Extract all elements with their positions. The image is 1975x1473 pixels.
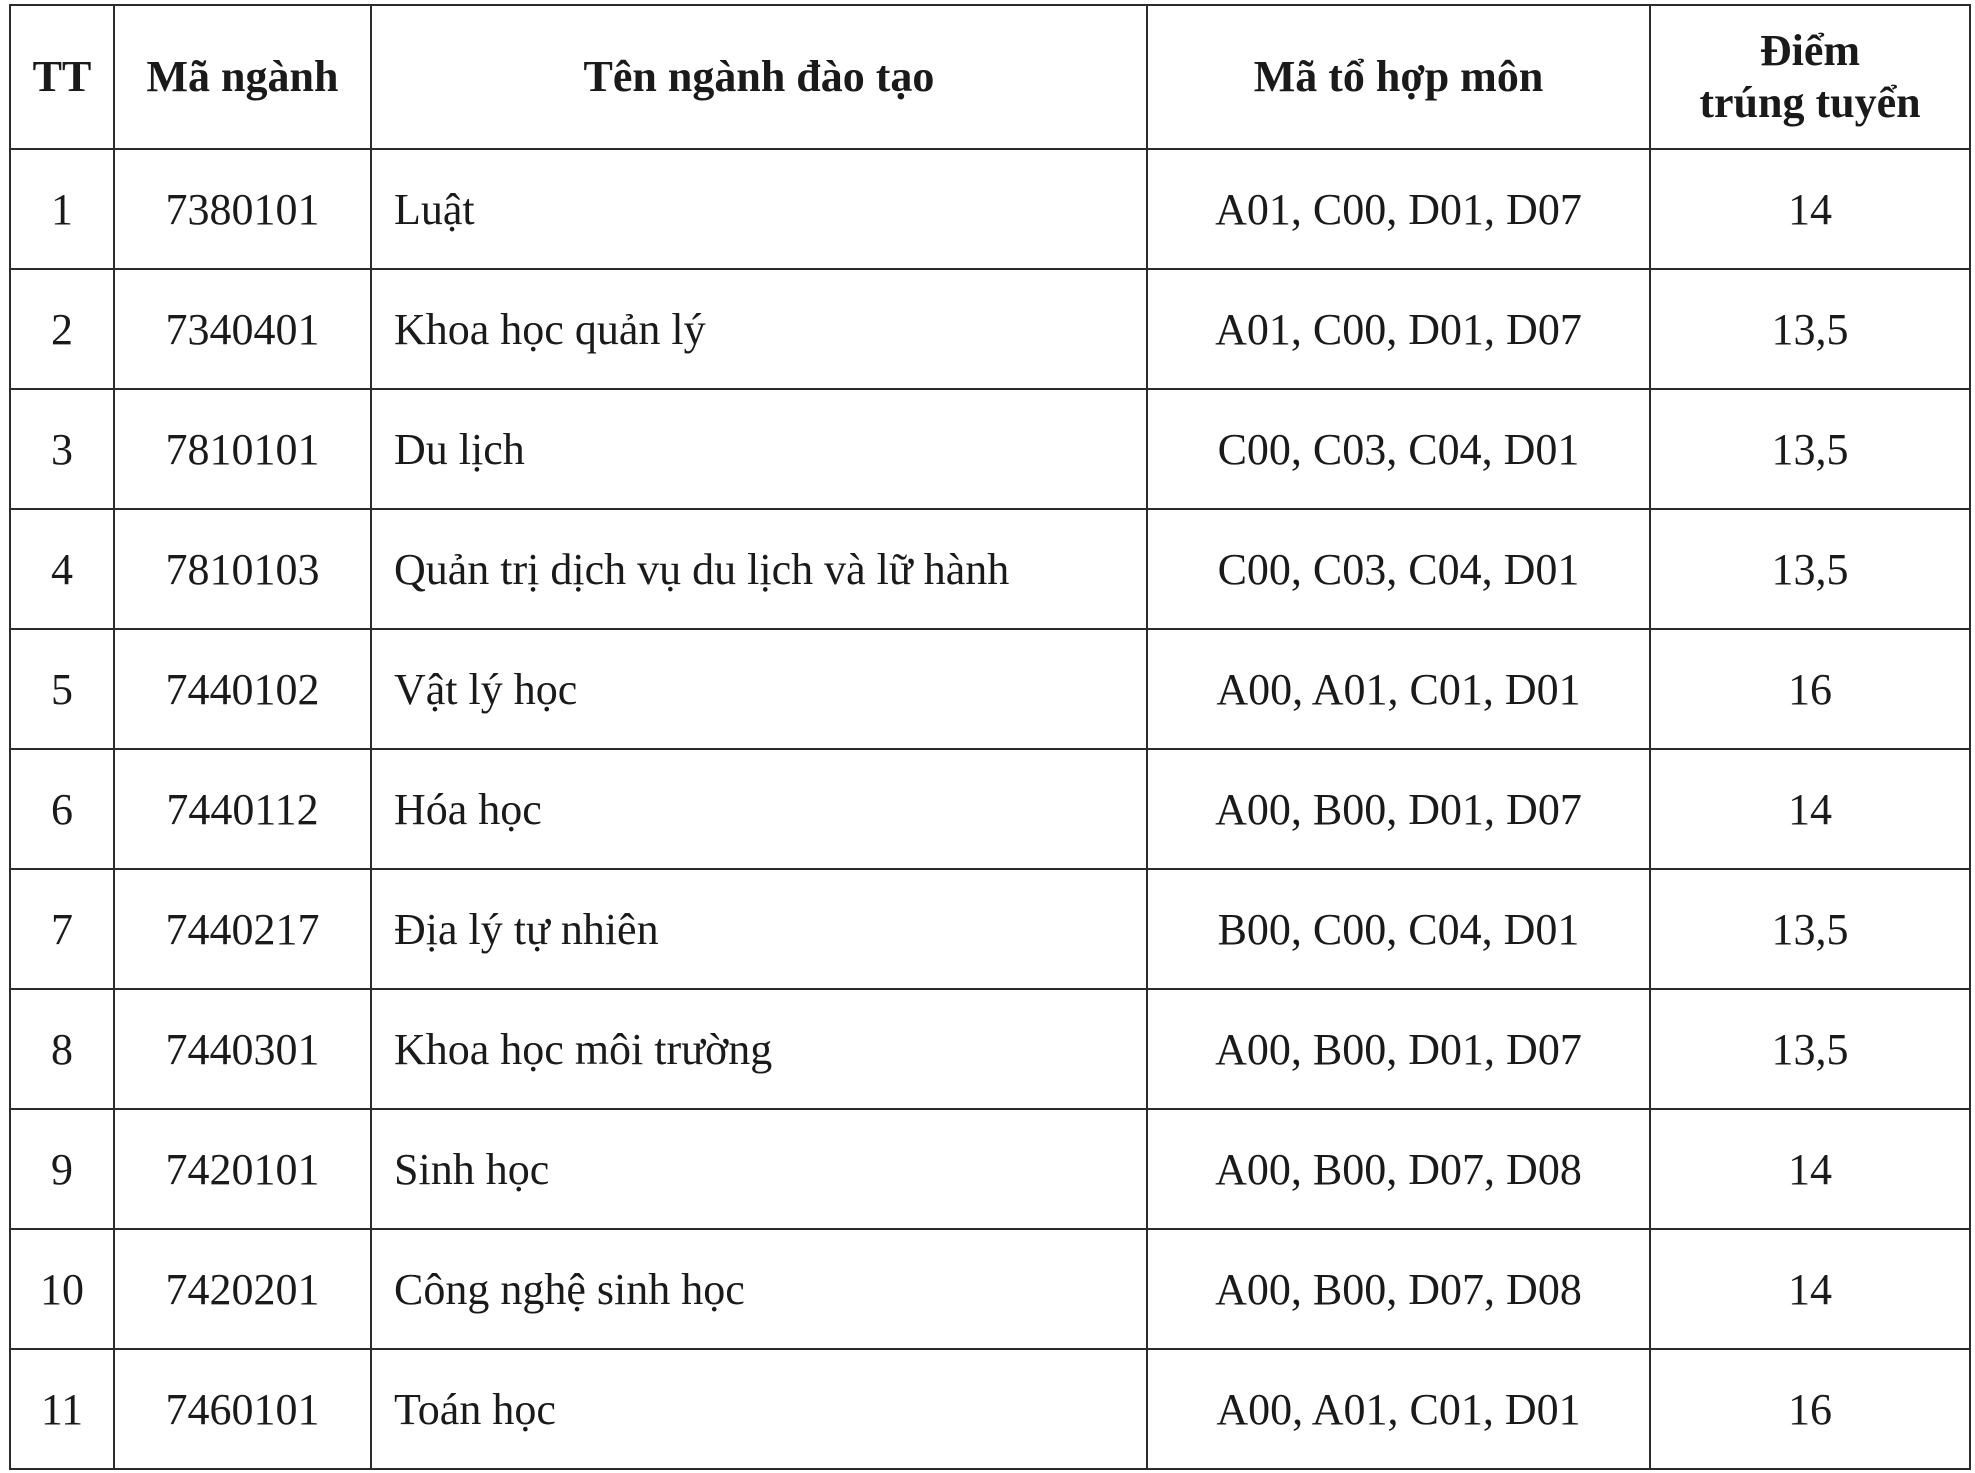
cell-major-name: Hóa học: [371, 749, 1147, 869]
cell-major-name: Địa lý tự nhiên: [371, 869, 1147, 989]
cell-admission-score: 14: [1650, 749, 1970, 869]
cell-major-name: Công nghệ sinh học: [371, 1229, 1147, 1349]
cell-subject-combo: A00, B00, D07, D08: [1147, 1109, 1650, 1229]
cell-major-name: Toán học: [371, 1349, 1147, 1469]
cell-major-name: Quản trị dịch vụ du lịch và lữ hành: [371, 509, 1147, 629]
admission-score-document: [9, 4, 1969, 1470]
cell-major-code: 7810101: [114, 389, 371, 509]
cell-major-name: Vật lý học: [371, 629, 1147, 749]
cell-subject-combo: A00, A01, C01, D01: [1147, 1349, 1650, 1469]
cell-major-name: Luật: [371, 149, 1147, 269]
cell-admission-score: 13,5: [1650, 509, 1970, 629]
cell-subject-combo: C00, C03, C04, D01: [1147, 389, 1650, 509]
cell-tt: 2: [10, 269, 114, 389]
cell-tt: 5: [10, 629, 114, 749]
cell-major-name: Du lịch: [371, 389, 1147, 509]
cell-major-code: 7380101: [114, 149, 371, 269]
header-admission-score: [1650, 5, 1970, 149]
table-header-row: [10, 5, 1970, 149]
table-row: [10, 389, 1970, 509]
cell-major-code: 7420201: [114, 1229, 371, 1349]
table-row: [10, 989, 1970, 1109]
cell-subject-combo: B00, C00, C04, D01: [1147, 869, 1650, 989]
table-row: [10, 1109, 1970, 1229]
cell-subject-combo: A01, C00, D01, D07: [1147, 149, 1650, 269]
cell-admission-score: 16: [1650, 1349, 1970, 1469]
cell-major-code: 7440102: [114, 629, 371, 749]
table-row: [10, 869, 1970, 989]
header-tt: TT: [10, 5, 114, 149]
cell-subject-combo: A00, B00, D01, D07: [1147, 749, 1650, 869]
cell-admission-score: 16: [1650, 629, 1970, 749]
cell-tt: 11: [10, 1349, 114, 1469]
header-score-line1: Điểm: [1759, 26, 1861, 75]
cell-admission-score: 13,5: [1650, 269, 1970, 389]
cell-admission-score: 13,5: [1650, 869, 1970, 989]
cell-tt: 3: [10, 389, 114, 509]
table-row: [10, 1349, 1970, 1469]
cell-admission-score: 13,5: [1650, 989, 1970, 1109]
cell-tt: 8: [10, 989, 114, 1109]
header-major-name: Tên ngành đào tạo: [371, 5, 1147, 149]
cell-major-code: 7440217: [114, 869, 371, 989]
cell-major-name: Khoa học môi trường: [371, 989, 1147, 1109]
cell-tt: 6: [10, 749, 114, 869]
table-row: [10, 509, 1970, 629]
cell-subject-combo: A00, B00, D01, D07: [1147, 989, 1650, 1109]
cell-tt: 4: [10, 509, 114, 629]
cell-subject-combo: C00, C03, C04, D01: [1147, 509, 1650, 629]
cell-admission-score: 14: [1650, 1229, 1970, 1349]
admission-score-table: [9, 4, 1971, 1470]
cell-subject-combo: A00, A01, C01, D01: [1147, 629, 1650, 749]
cell-tt: 10: [10, 1229, 114, 1349]
table-row: [10, 269, 1970, 389]
header-subject-combo: Mã tổ hợp môn: [1147, 5, 1650, 149]
cell-major-name: Khoa học quản lý: [371, 269, 1147, 389]
header-major-code: Mã ngành: [114, 5, 371, 149]
cell-major-code: 7810103: [114, 509, 371, 629]
cell-tt: 7: [10, 869, 114, 989]
cell-tt: 1: [10, 149, 114, 269]
header-score-line2: trúng tuyển: [1699, 78, 1921, 127]
cell-major-code: 7440112: [114, 749, 371, 869]
table-row: [10, 629, 1970, 749]
cell-admission-score: 14: [1650, 1109, 1970, 1229]
cell-admission-score: 13,5: [1650, 389, 1970, 509]
cell-subject-combo: A01, C00, D01, D07: [1147, 269, 1650, 389]
cell-major-code: 7420101: [114, 1109, 371, 1229]
table-row: [10, 1229, 1970, 1349]
cell-major-code: 7440301: [114, 989, 371, 1109]
cell-major-code: 7460101: [114, 1349, 371, 1469]
cell-subject-combo: A00, B00, D07, D08: [1147, 1229, 1650, 1349]
cell-major-code: 7340401: [114, 269, 371, 389]
cell-tt: 9: [10, 1109, 114, 1229]
table-row: [10, 749, 1970, 869]
cell-admission-score: 14: [1650, 149, 1970, 269]
cell-major-name: Sinh học: [371, 1109, 1147, 1229]
table-row: [10, 149, 1970, 269]
